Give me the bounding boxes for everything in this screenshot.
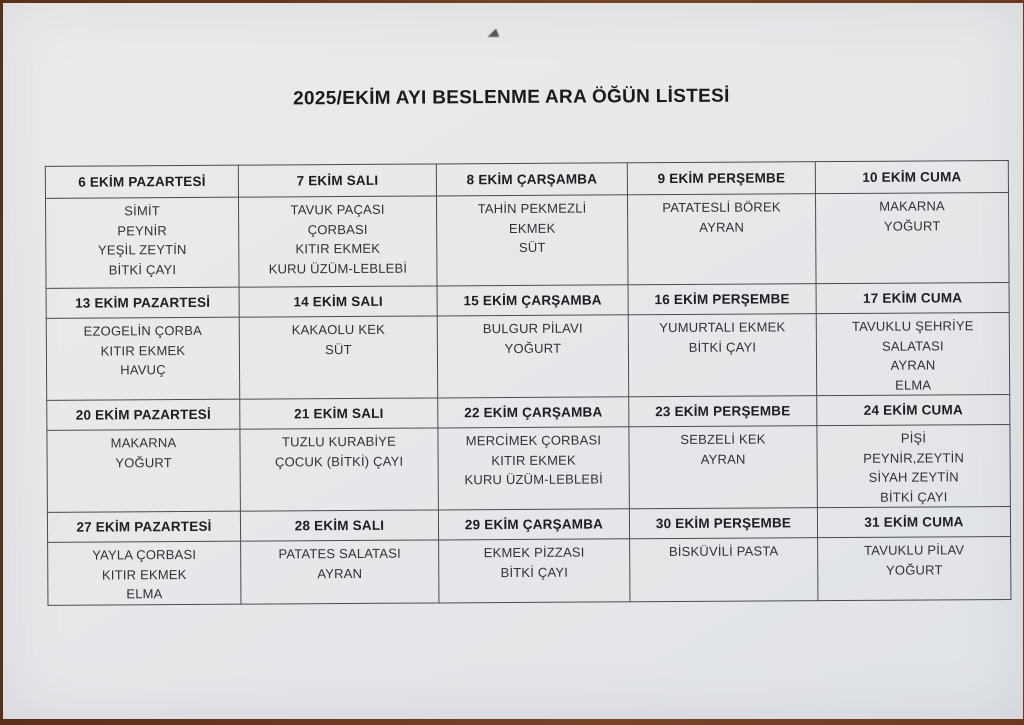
- day-menu-cell: TAVUK PAÇASI ÇORBASI KITIR EKMEK KURU ÜZÜM-LEBLEBİ: [238, 196, 437, 287]
- day-menu-cell: PATATES SALATASI AYRAN: [241, 540, 439, 604]
- day-menu-cell: EKMEK PİZZASI BİTKİ ÇAYI: [439, 539, 630, 603]
- day-header-cell: 15 EKİM ÇARŞAMBA: [437, 285, 628, 316]
- day-header-cell: 22 EKİM ÇARŞAMBA: [438, 397, 629, 428]
- day-header-cell: 21 EKİM SALI: [240, 398, 438, 429]
- day-header-cell: 31 EKİM CUMA: [817, 506, 1010, 537]
- day-header-cell: 24 EKİM CUMA: [817, 394, 1010, 425]
- scan-smudge-mark: [486, 28, 499, 40]
- day-menu-cell: BİSKÜVİLİ PASTA: [630, 538, 818, 602]
- day-header-cell: 10 EKİM CUMA: [815, 160, 1008, 193]
- day-header-cell: 28 EKİM SALI: [240, 510, 438, 541]
- day-header-cell: 27 EKİM PAZARTESİ: [47, 511, 240, 542]
- table-row: [47, 424, 1010, 512]
- day-header-cell: 8 EKİM ÇARŞAMBA: [436, 163, 627, 196]
- day-menu-cell: SİMİT PEYNİR YEŞİL ZEYTİN BİTKİ ÇAYI: [45, 197, 239, 288]
- day-header-cell: 14 EKİM SALI: [239, 286, 437, 317]
- day-menu-cell: MAKARNA YOĞURT: [815, 192, 1009, 283]
- day-header-cell: 7 EKİM SALI: [238, 164, 436, 197]
- day-menu-cell: TAVUKLU PİLAV YOĞURT: [818, 536, 1011, 600]
- day-menu-cell: BULGUR PİLAVI YOĞURT: [437, 315, 628, 398]
- table-row: [48, 536, 1011, 604]
- day-header-cell: 17 EKİM CUMA: [816, 282, 1009, 313]
- day-menu-cell: MAKARNA YOĞURT: [47, 429, 240, 512]
- day-menu-cell: SEBZELİ KEK AYRAN: [629, 426, 817, 509]
- day-menu-cell: PATATESLİ BÖREK AYRAN: [627, 194, 816, 285]
- meal-table: [45, 160, 1012, 605]
- paper-sheet: [3, 3, 1023, 719]
- day-header-cell: 20 EKİM PAZARTESİ: [47, 399, 240, 430]
- day-header-cell: 23 EKİM PERŞEMBE: [629, 396, 817, 427]
- day-header-cell: 29 EKİM ÇARŞAMBA: [438, 509, 629, 540]
- day-header-cell: 9 EKİM PERŞEMBE: [627, 162, 815, 195]
- day-header-cell: 30 EKİM PERŞEMBE: [629, 508, 817, 539]
- table-row: [45, 192, 1009, 288]
- day-menu-cell: EZOGELİN ÇORBA KITIR EKMEK HAVUÇ: [46, 317, 239, 400]
- day-header-cell: 6 EKİM PAZARTESİ: [45, 165, 238, 198]
- day-menu-cell: PİŞİ PEYNİR,ZEYTİN SİYAH ZEYTİN BİTKİ ÇAYI: [817, 424, 1010, 507]
- day-menu-cell: MERCİMEK ÇORBASI KITIR EKMEK KURU ÜZÜM-LEBLEBİ: [438, 427, 629, 510]
- day-menu-cell: YUMURTALI EKMEK BİTKİ ÇAYI: [628, 314, 816, 397]
- day-menu-cell: TUZLU KURABİYE ÇOCUK (BİTKİ) ÇAYI: [240, 428, 438, 511]
- day-menu-cell: TAHİN PEKMEZLİ EKMEK SÜT: [436, 195, 628, 286]
- day-menu-cell: YAYLA ÇORBASI KITIR EKMEK ELMA: [48, 541, 241, 605]
- page-title: 2025/EKİM AYI BESLENME ARA ÖĞÜN LİSTESİ: [293, 85, 730, 110]
- day-header-cell: 13 EKİM PAZARTESİ: [46, 287, 239, 318]
- day-menu-cell: KAKAOLU KEK SÜT: [239, 316, 437, 399]
- day-menu-cell: TAVUKLU ŞEHRİYE SALATASI AYRAN ELMA: [816, 312, 1009, 395]
- table-row: [46, 312, 1009, 400]
- paper-content: [1, 0, 1024, 722]
- day-header-cell: 16 EKİM PERŞEMBE: [628, 284, 816, 315]
